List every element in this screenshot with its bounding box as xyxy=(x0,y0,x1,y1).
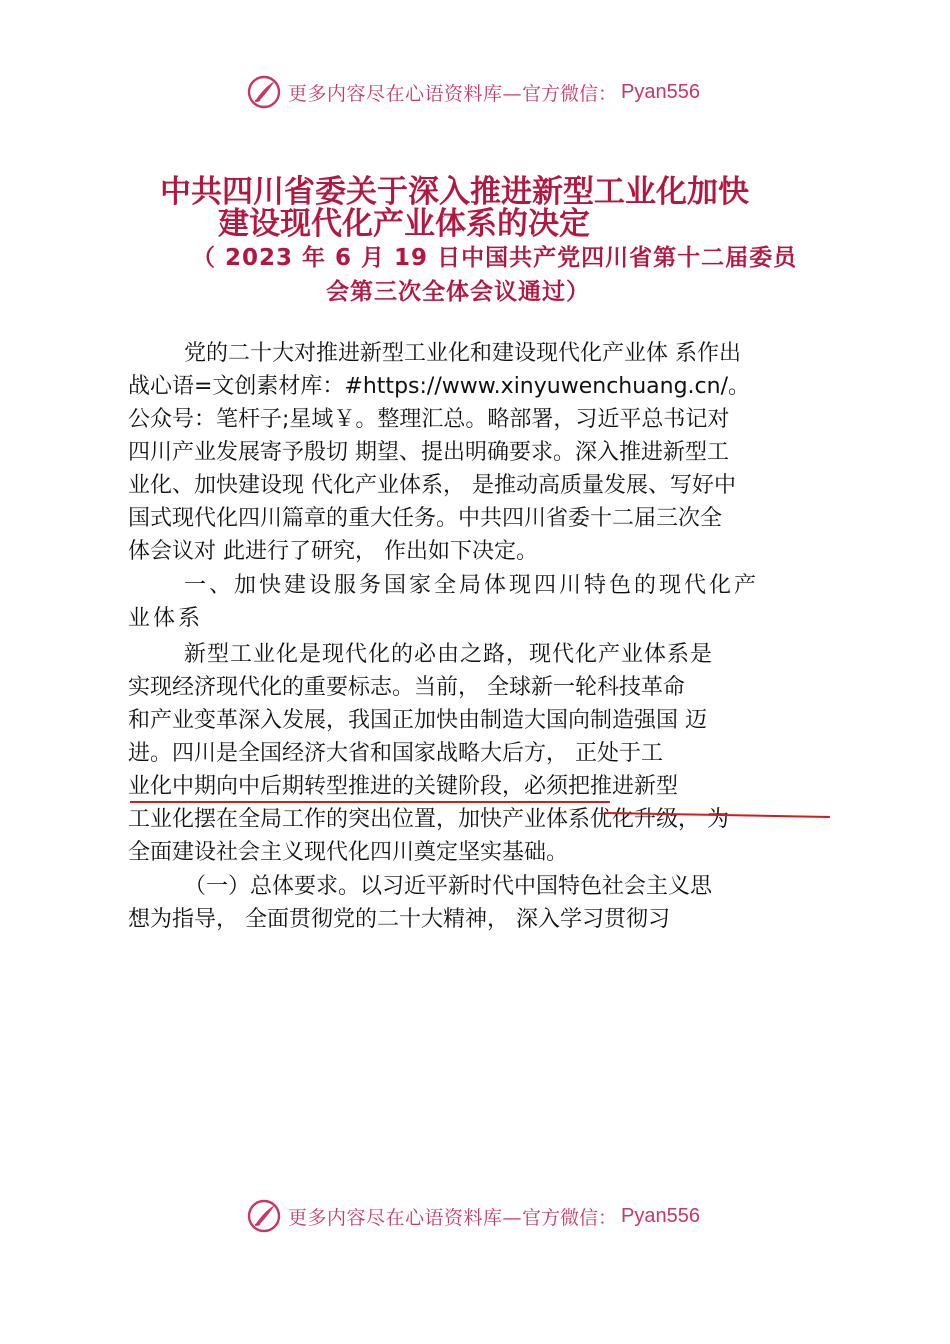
subtitle-line1: （ 2023 年 6 月 19 日中国共产党四川省第十二届委员 xyxy=(192,245,798,271)
document-title-line1: 中共四川省委关于深入推进新型工业化加快 xyxy=(160,174,749,210)
body-line: 国式现代化四川篇章的重大任务。中共四川省委十二届三次全 xyxy=(128,506,723,531)
red-annotation-underline xyxy=(130,801,610,803)
quill-pen-logo-icon xyxy=(246,74,282,110)
header-banner xyxy=(246,72,700,112)
banner-wechat-id: Pyan556 xyxy=(621,1204,700,1227)
quill-pen-logo-icon xyxy=(246,1198,282,1234)
section-heading-line1: 一、加快建设服务国家全局体现四川特色的现代化产 xyxy=(184,573,760,598)
body-line: 党的二十大对推进新型工业化和建设现代化产业体 系作出 xyxy=(184,341,741,366)
section-heading-line2: 业体系 xyxy=(128,606,204,631)
body-line: 体会议对 此进行了研究， 作出如下决定。 xyxy=(128,539,538,564)
subtitle-line2: 会第三次全体会议通过） xyxy=(326,279,590,305)
banner-wechat-id: Pyan556 xyxy=(621,80,700,103)
banner-text: 更多内容尽在心语资料库— xyxy=(288,1206,523,1229)
body-line: 想为指导， 全面贯彻党的二十大精神， 深入学习贯彻习 xyxy=(128,907,670,932)
body-line: 四川产业发展寄予殷切 期望、提出明确要求。深入推进新型工 xyxy=(128,440,729,465)
body-line: 新型工业化是现代化的必由之路，现代化产业体系是 xyxy=(184,642,714,667)
body-line: 全面建设社会主义现代化四川奠定坚实基础。 xyxy=(128,840,569,865)
body-line: 业化、加快建设现 代化产业体系， 是推动高质量发展、写好中 xyxy=(128,473,736,498)
body-line: 实现经济现代化的重要标志。当前， 全球新一轮科技革命 xyxy=(128,675,685,700)
body-line: 进。四川是全国经济大省和国家战略大后方， 正处于工 xyxy=(128,741,663,766)
banner-wechat-label: 官方微信： xyxy=(522,1206,618,1229)
document-title-line2: 建设现代化产业体系的决定 xyxy=(218,206,590,242)
body-line: 和产业变革深入发展，我国正加快由制造大国向制造强国 迈 xyxy=(128,708,707,733)
footer-banner xyxy=(246,1196,700,1236)
banner-text: 更多内容尽在心语资料库— xyxy=(288,82,523,105)
banner-wechat-label: 官方微信： xyxy=(522,82,618,105)
body-line: 工业化摆在全局工作的突出位置，加快产业体系优化升级， 为 xyxy=(128,807,729,832)
body-line: 公众号：笔杆子;星域￥。整理汇总。略部署，习近平总书记对 xyxy=(128,407,730,432)
body-line: （一）总体要求。以习近平新时代中国特色社会主义思 xyxy=(184,874,713,899)
body-line-underlined: 业化中期向中后期转型推进的关键阶段，必须把推进新型 xyxy=(128,774,679,799)
body-line: 战心语=文创素材库：#https://www.xinyuwenchuang.cn/。 xyxy=(128,374,751,399)
